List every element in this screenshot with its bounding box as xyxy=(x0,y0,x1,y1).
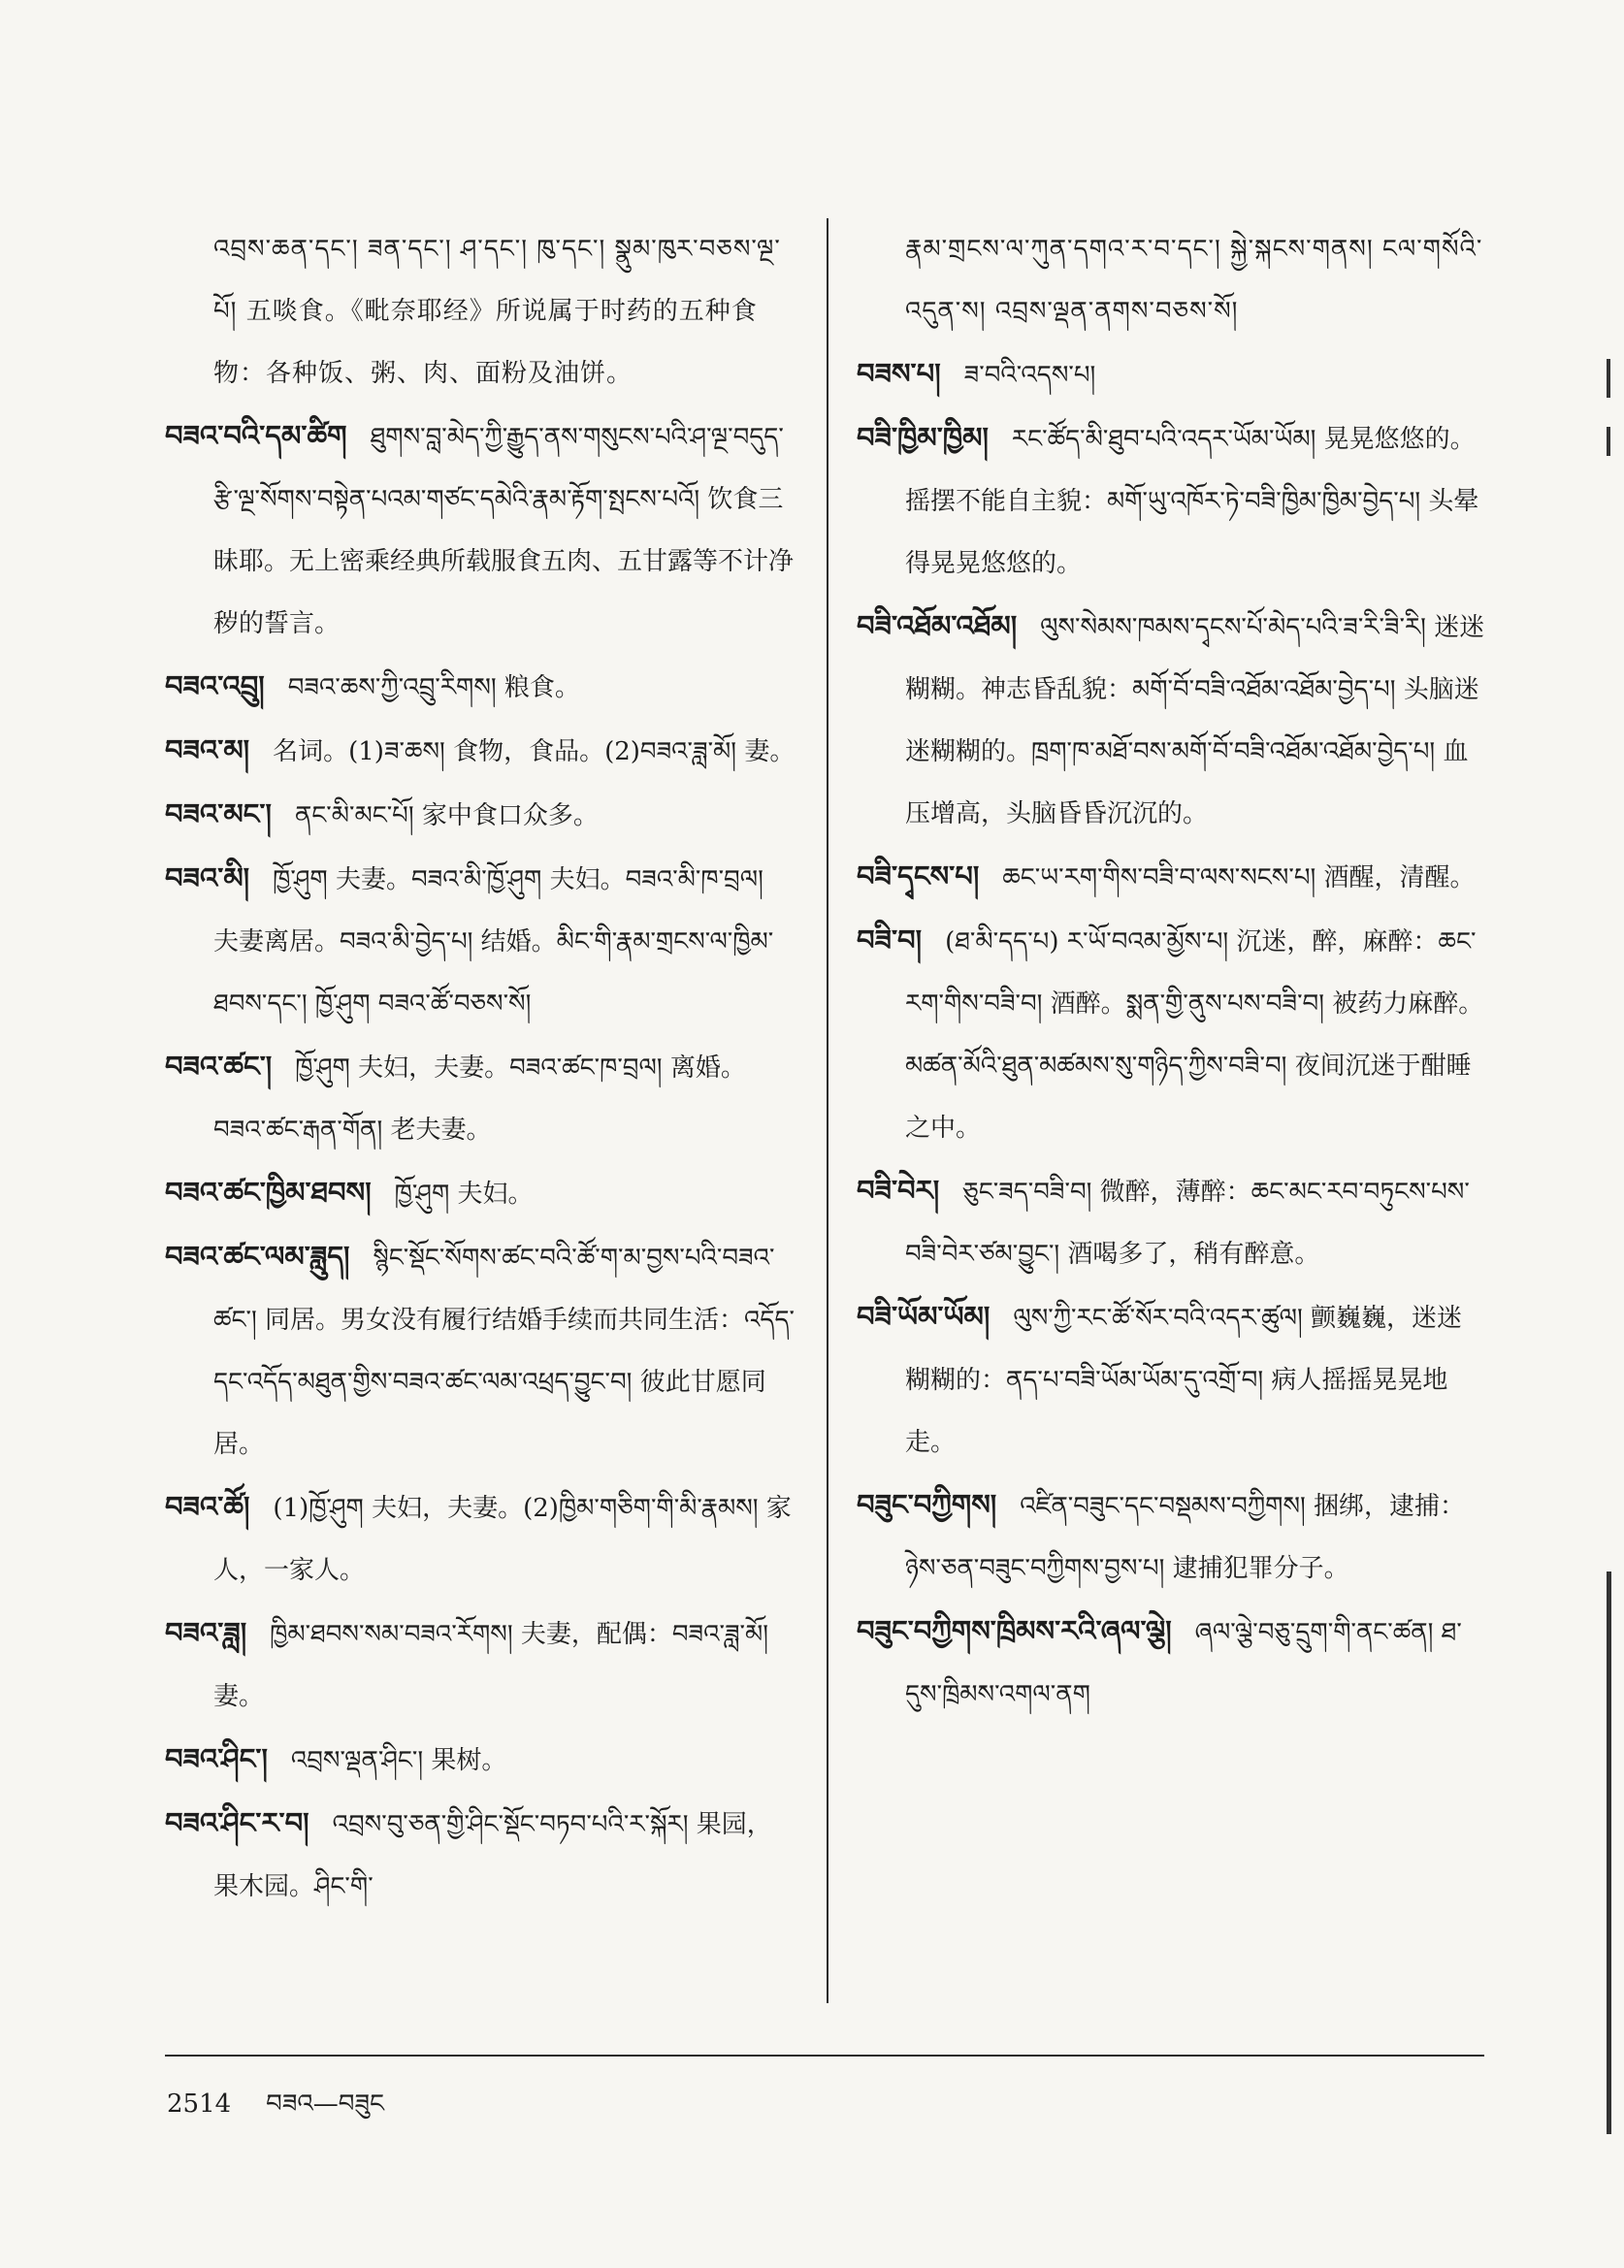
definition: སྙིང་སྡོང་སོགས་ཚང་བའི་ཚོ་ག་མ་བྱས་པའི་བཟའ་ཚང་། 同居。男女没有履行结婚手续而共同生活：འདོད་དང་འདོད་མཐུན་གྱིས་བཟའ་ཚང་ལམ་འཕྲད་བྱུང་བ། 彼此甘愿同居。 xyxy=(213,1244,795,1459)
dictionary-entry xyxy=(857,595,1487,845)
dictionary-entry xyxy=(857,845,1487,909)
definition: འབྲས་ལྡན་ཤིང་། 果树。 xyxy=(290,1746,507,1775)
page-number: 2514 xyxy=(167,2090,232,2119)
headword: བཟི་ཡོམ་ཡོམ། xyxy=(857,1300,991,1333)
headword: བཟའ་འབྲུ། xyxy=(165,669,265,702)
entry-continuation: འབྲས་ཆན་དང་། ཟན་དང་། ཤ་དང་། ཁུ་དང་། སྣུམ་ཁུར་བཅས་ལྔ་པོ། 五啖食。《毗奈耶经》所说属于时药的五种食物：各种饭、粥、肉、面粉及油饼。 xyxy=(213,235,781,388)
page-footer xyxy=(167,2076,384,2147)
definition: ནང་མི་མང་པོ། 家中食口众多。 xyxy=(294,801,599,830)
headword: བཟའ་ཤིང་། xyxy=(165,1742,268,1775)
dictionary-entry xyxy=(165,719,796,783)
definition: ཁྱོ་ཤུག 夫妇。 xyxy=(394,1180,534,1209)
definition: ཐུགས་བླ་མེད་ཀྱི་རྒྱུད་ནས་གསུངས་པའི་ཤ་ལྔ་བདུད་རྩི་ལྔ་སོགས་བསྟེན་པའམ་གཙང་དམེའི་རྣམ་རྟོག་སྤངས་པའོ། 饮食三昧耶。无上密乘经典所载服食五肉、五甘露等不计净秽的誓言。 xyxy=(213,423,795,638)
dictionary-entry xyxy=(165,1728,796,1792)
definition: ལུས་སེམས་ཁམས་དྭངས་པོ་མེད་པའི་ཟ་རི་ཟི་རི། 迷迷糊糊。神志昏乱貌：མགོ་བོ་བཟི་འཐོམ་འཐོམ་བྱེད་པ། 头脑迷迷糊糊的。ཁྲག་ཁ་མཐོ་བས་མགོ་བོ་བཟི་འཐོམ་འཐོམ་བྱེད་པ། 血压增高，头脑昏昏沉沉的。 xyxy=(905,613,1485,828)
definition: ཅུང་ཟད་བཟི་བ། 微醉，薄醉：ཆང་མང་རབ་བཏུངས་པས་བཟི་བེར་ཙམ་བྱུང་། 酒喝多了，稍有醉意。 xyxy=(905,1178,1470,1269)
column-divider xyxy=(827,218,828,2003)
definition: (ཐ་མི་དད་པ) ར་ཡོ་བའམ་མྱོས་པ། 沉迷，醉，麻醉：ཆང་རག་གིས་བཟི་བ། 酒醉。སྨན་གྱི་ནུས་པས་བཟི་བ། 被药力麻醉。མཚན་མོའི་ཐུན་མཚམས་སུ་གཉིད་ཀྱིས་བཟི་བ། 夜间沉迷于酣睡之中。 xyxy=(905,927,1484,1143)
dictionary-entry xyxy=(165,1161,796,1225)
definition: ཁྱིམ་ཐབས་སམ་བཟའ་རོགས། 夫妻，配偶：བཟའ་ཟླ་མོ། 妻。 xyxy=(213,1620,769,1711)
dictionary-entry xyxy=(165,1475,796,1602)
right-column xyxy=(857,218,1487,1726)
entry-continuation: རྣམ་གྲངས་ལ་ཀུན་དགའ་ར་བ་དང་། སྐྱེ་སྐངས་གནས། ངལ་གསོའི་འདུན་ས། འབྲས་ལྡན་ནགས་བཅས་སོ། xyxy=(905,235,1483,326)
dictionary-entry xyxy=(857,406,1487,595)
definition: འབྲས་བུ་ཅན་གྱི་ཤིང་སྡོང་བཏབ་པའི་ར་སྐོར། 果园，果木园。ཤིང་གི་ xyxy=(213,1810,772,1901)
headword: བཟི་བ། xyxy=(857,923,923,956)
definition: ཆང་ཡ་རག་གིས་བཟི་བ་ལས་སངས་པ། 酒醒，清醒。 xyxy=(1002,863,1476,892)
headword: བཟའ་ཟླ། xyxy=(165,1616,247,1649)
headword: བཟའ་ཚོ། xyxy=(165,1490,250,1523)
headword: བཟི་བེར། xyxy=(857,1174,940,1207)
dictionary-entry xyxy=(165,1602,796,1728)
headword: བཟུང་བཀྱིགས་ཁྲིམས་རའི་ཞལ་ལྕེ། xyxy=(857,1614,1172,1647)
headword: བཟུང་བཀྱིགས། xyxy=(857,1488,997,1521)
definition: ཁྱོ་ཤུག 夫妇，夫妻。བཟའ་ཚང་ཁ་བྲལ། 离婚。བཟའ་ཚང་རྒན་གོན། 老夫妻。 xyxy=(213,1053,746,1145)
headword: བཟའ་ཚང་ལམ་ཟླུད། xyxy=(165,1240,350,1273)
left-column xyxy=(165,218,796,1918)
headword: བཟའ་བའི་དམ་ཚིག xyxy=(165,419,347,452)
definition: (1)ཁྱོ་ཤུག 夫妇，夫妻。(2)ཁྱིམ་གཅིག་གི་མི་རྣམས། 家人，一家人。 xyxy=(213,1494,792,1585)
definition: ལུས་ཀྱི་རང་ཚོ་སོར་བའི་འདར་ཚུལ། 颤巍巍，迷迷糊糊的：ནད་པ་བཟི་ཡོམ་ཡོམ་དུ་འགྲོ་བ། 病人摇摇晃晃地走。 xyxy=(905,1304,1463,1457)
definition: ཁྱོ་ཤུག 夫妻。བཟའ་མི་ཁྱོ་ཤུག 夫妇。བཟའ་མི་ཁ་བྲལ། 夫妻离居。བཟའ་མི་བྱེད་པ། 结婚。མིང་གི་རྣམ་གྲངས་ལ་ཁྱིམ་ཐབས་དང་། ཁྱོ་ཤུག བཟའ་ཚོ་བཅས་སོ། xyxy=(213,865,774,1019)
dictionary-entry xyxy=(165,1792,796,1918)
dictionary-entry xyxy=(165,783,796,847)
running-head-range: བཟའ—བཟུང xyxy=(266,2090,385,2119)
headword: བཟའ་ཤིང་ར་བ། xyxy=(165,1806,309,1839)
edge-mark xyxy=(1607,427,1610,456)
dictionary-entry xyxy=(165,847,796,1035)
edge-mark xyxy=(1607,1571,1611,2134)
headword: བཟའ་མ། xyxy=(165,733,250,766)
definition: 名词。(1)ཟ་ཆས། 食物，食品。(2)བཟའ་ཟླ་མོ། 妻。 xyxy=(273,737,796,766)
scan-edge-marks xyxy=(1599,136,1616,2076)
dictionary-entry xyxy=(165,405,796,655)
definition: ཞལ་ལྕེ་བཅུ་དྲུག་གི་ནང་ཚན། ཐ་དུས་ཁྲིམས་འགལ་ནག xyxy=(905,1618,1462,1709)
definition: ཟ་བའི་འདས་པ། xyxy=(963,361,1096,390)
headword: བཟའ་ཚང་། xyxy=(165,1050,273,1083)
definition: བཟའ་ཆས་ཀྱི་འབྲུ་རིགས། 粮食。 xyxy=(287,673,580,702)
dictionary-entry xyxy=(857,909,1487,1159)
definition: འཛིན་བཟུང་དང་བསྡམས་བཀྱིགས། 捆绑，逮捕：ཉེས་ཅན་བཟུང་བཀྱིགས་བྱས་པ། 逮捕犯罪分子。 xyxy=(905,1492,1466,1583)
headword: བཟི་འཐོམ་འཐོམ། xyxy=(857,609,1018,642)
dictionary-entry xyxy=(165,1035,796,1161)
headword: བཟའ་ཚང་ཁྱིམ་ཐབས། xyxy=(165,1176,372,1209)
headword: བཟི་ཁྱིམ་ཁྱིམ། xyxy=(857,421,989,454)
dictionary-entry xyxy=(857,1474,1487,1600)
definition: རང་ཚོད་མི་ཐུབ་པའི་འདར་ཡོམ་ཡོམ། 晃晃悠悠的。摇摆不能自主貌：མགོ་ཡུ་འཁོར་ཏེ་བཟི་ཁྱིམ་ཁྱིམ་བྱེད་པ། 头晕得晃晃悠悠的。 xyxy=(905,425,1479,578)
dictionary-entry xyxy=(857,342,1487,406)
dictionary-entry xyxy=(857,1159,1487,1285)
headword: བཟའ་མང་། xyxy=(165,797,272,830)
headword: བཟས་པ། xyxy=(857,357,941,390)
dictionary-entry xyxy=(165,1225,796,1475)
footer-rule xyxy=(165,2055,1484,2057)
headword: བཟི་དྭངས་པ། xyxy=(857,859,980,892)
dictionary-entry xyxy=(165,655,796,719)
headword: བཟའ་མི། xyxy=(165,861,250,894)
dictionary-entry xyxy=(857,1600,1487,1726)
dictionary-entry xyxy=(857,1285,1487,1474)
edge-mark xyxy=(1607,359,1610,398)
